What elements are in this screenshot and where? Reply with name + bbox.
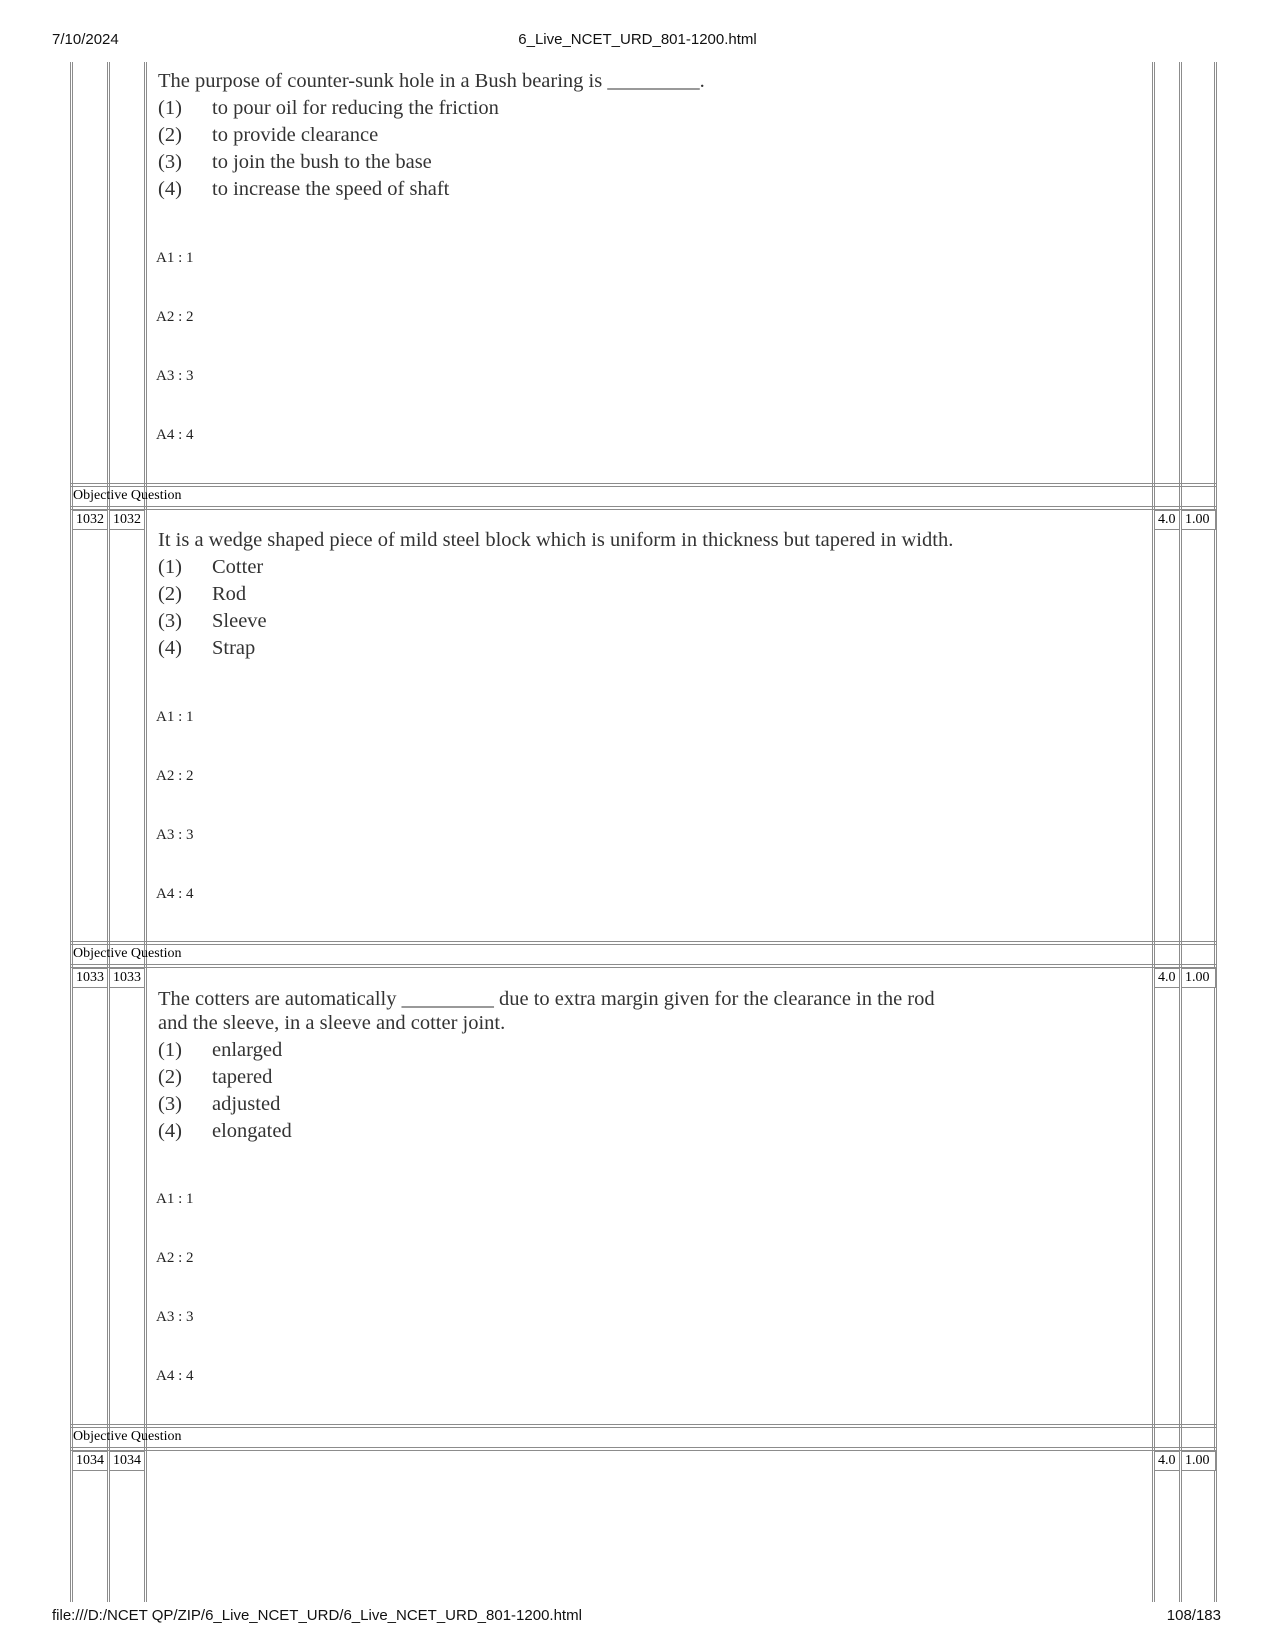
- answer-line: A4 : 4: [156, 427, 194, 443]
- print-title: 6_Live_NCET_URD_801-1200.html: [518, 31, 757, 48]
- question-1032: [158, 527, 953, 662]
- option: (4) elongated: [158, 1120, 292, 1142]
- section-label: Objective Question: [73, 488, 182, 503]
- negative-marks: 1.00: [1181, 1451, 1216, 1471]
- question-stem: It is a wedge shaped piece of mild steel block which is uniform in thickness but tapered in width.: [158, 529, 954, 551]
- negative-marks: 1.00: [1181, 968, 1216, 988]
- question-stem: The purpose of counter-sunk hole in a Bush bearing is _________.: [158, 70, 705, 92]
- option: (1) enlarged: [158, 1039, 283, 1061]
- print-date: 7/10/2024: [52, 31, 119, 48]
- question-id: 1033: [109, 968, 145, 988]
- answer-line: A4 : 4: [156, 886, 194, 902]
- answer-line: A1 : 1: [156, 709, 194, 725]
- option: (2) to provide clearance: [158, 124, 379, 146]
- option: (4) Strap: [158, 637, 256, 659]
- serial-number: 1033: [72, 968, 108, 988]
- print-file-path: file:///D:/NCET QP/ZIP/6_Live_NCET_URD/6_Live_NCET_URD_801-1200.html: [52, 1607, 582, 1624]
- answer-line: A3 : 3: [156, 368, 194, 384]
- answer-line: A3 : 3: [156, 1309, 194, 1325]
- serial-number: 1034: [72, 1451, 108, 1471]
- section-label: Objective Question: [73, 1429, 182, 1444]
- answer-line: A1 : 1: [156, 1191, 194, 1207]
- question-id: 1032: [109, 510, 145, 530]
- option: (3) to join the bush to the base: [158, 151, 432, 173]
- option: (2) tapered: [158, 1066, 273, 1088]
- option: (2) Rod: [158, 583, 247, 605]
- marks: 4.0: [1154, 510, 1180, 530]
- marks: 4.0: [1154, 968, 1180, 988]
- section-label: Objective Question: [73, 946, 182, 961]
- question-stem-line-1: The cotters are automatically _________ due to extra margin given for the clearance in the rod: [158, 988, 935, 1010]
- answer-line: A3 : 3: [156, 827, 194, 843]
- option: (3) adjusted: [158, 1093, 281, 1115]
- answer-line: A4 : 4: [156, 1368, 194, 1384]
- answer-line: A1 : 1: [156, 250, 194, 266]
- answer-line: A2 : 2: [156, 309, 194, 325]
- question-stem-line-2: and the sleeve, in a sleeve and cotter joint.: [158, 1012, 506, 1034]
- serial-number: 1032: [72, 510, 108, 530]
- option: (3) Sleeve: [158, 610, 267, 632]
- option: (1) Cotter: [158, 556, 264, 578]
- negative-marks: 1.00: [1181, 510, 1216, 530]
- page-number: 108/183: [1166, 1607, 1221, 1624]
- answer-line: A2 : 2: [156, 1250, 194, 1266]
- question-1033: [158, 986, 935, 1145]
- question-1031: [158, 68, 705, 203]
- option: (4) to increase the speed of shaft: [158, 178, 450, 200]
- answer-line: A2 : 2: [156, 768, 194, 784]
- marks: 4.0: [1154, 1451, 1180, 1471]
- question-id: 1034: [109, 1451, 145, 1471]
- option: (1) to pour oil for reducing the friction: [158, 97, 499, 119]
